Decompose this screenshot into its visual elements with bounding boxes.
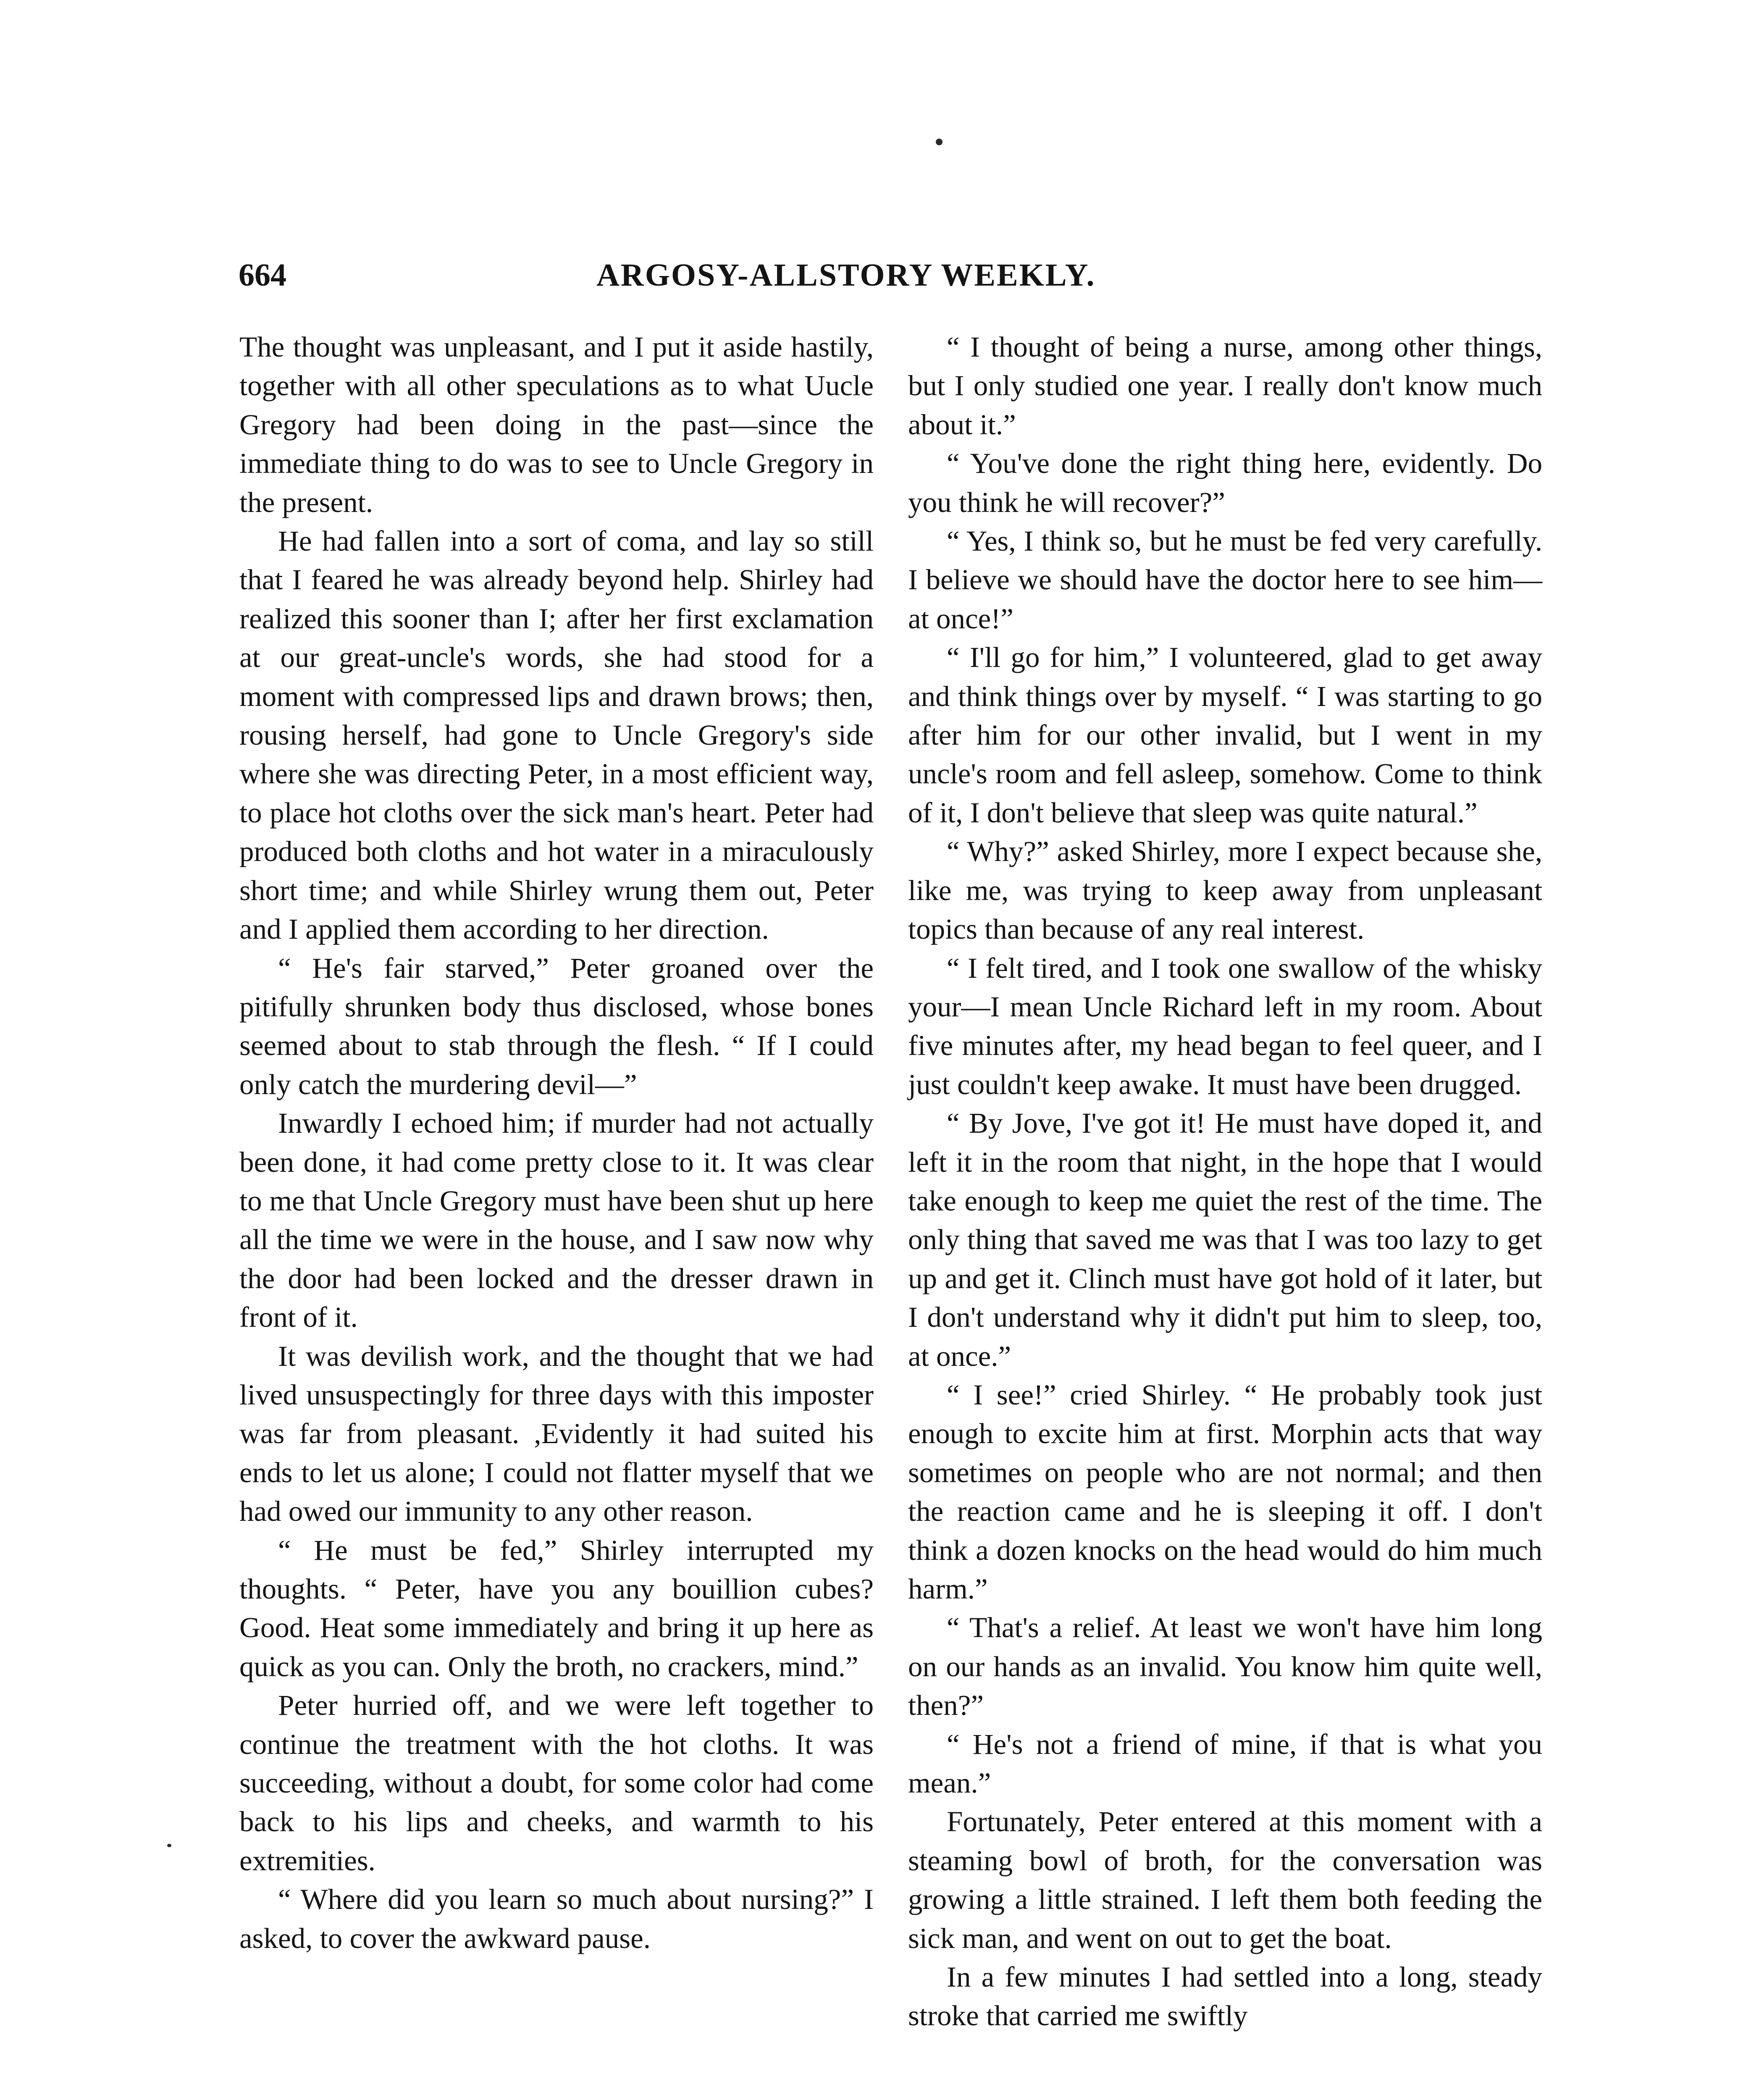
paragraph: He had fallen into a sort of coma, and lay so still that I feared he was already beyond help. Shirley had realized this sooner than I; after her first exclamation at our great-uncle's words, she had stood for a moment with compressed lips and drawn brows; then, rousing herself, had gone to Uncle Gregory's side where she was directing Peter, in a most efficient way, to place hot cloths over the sick man's heart. Peter had produced both cloths and hot water in a miraculously short time; and while Shirley wrung them out, Peter and I applied them according to her direction.	[239, 525, 874, 945]
paragraph: Inwardly I echoed him; if murder had not actually been done, it had come pretty close to it. It was clear to me that Uncle Gregory must have been shut up here all the time we were in the house, and I saw now why the door had been locked and the dresser drawn in front of it.	[239, 1107, 874, 1334]
paragraph: “ He's not a friend of mine, if that is what you mean.”	[908, 1728, 1542, 1799]
paragraph: “ He's fair starved,” Peter groaned over the pitifully shrunken body thus disclosed, whose bones seemed about to stab through the flesh. “ If I could only catch the murdering devil—”	[239, 952, 874, 1100]
right-column	[908, 328, 1542, 2035]
paragraph: “ Yes, I think so, but he must be fed very carefully. I believe we should have the doctor here to see him—at once!”	[908, 525, 1542, 635]
left-column	[239, 328, 874, 1958]
paragraph: The thought was unpleasant, and I put it aside hastily, together with all other speculations as to what Uucle Gregory had been doing in the past—since the immediate thing to do was to see to Uncle Gregory in the present.	[239, 331, 874, 518]
scan-speck	[936, 139, 943, 145]
paragraph: It was devilish work, and the thought that we had lived unsuspectingly for three days with this imposter was far from pleasant. ,Evidently it had suited his ends to let us alone; I could not flatter myself that we had owed our immunity to any other reason.	[239, 1340, 874, 1528]
scan-speck	[167, 1844, 171, 1847]
running-head: ARGOSY-ALLSTORY WEEKLY.	[596, 257, 1096, 293]
paragraph: “ I'll go for him,” I volunteered, glad to get away and think things over by myself. “ I was starting to go after him for our other invalid, but I went in my uncle's room and fell asleep, somehow. Come to think of it, I don't believe that sleep was quite natural.”	[908, 641, 1542, 829]
paragraph: “ That's a relief. At least we won't have him long on our hands as an invalid. You know him quite well, then?”	[908, 1612, 1542, 1722]
paragraph: “ Where did you learn so much about nursing?” I asked, to cover the awkward pause.	[239, 1883, 874, 1954]
paragraph: “ By Jove, I've got it! He must have doped it, and left it in the room that night, in the hope that I would take enough to keep me quiet the rest of the time. The only thing that saved me was that I was too lazy to get up and get it. Clinch must have got hold of it later, but I don't understand why it didn't put him to sleep, too, at once.”	[908, 1107, 1542, 1372]
paragraph: “ He must be fed,” Shirley interrupted my thoughts. “ Peter, have you any bouillion cubes? Good. Heat some immediately and bring it up here as quick as you can. Only the broth, no crackers, mind.”	[239, 1534, 874, 1683]
paragraph: “ Why?” asked Shirley, more I expect because she, like me, was trying to keep away from unpleasant topics than because of any real interest.	[908, 835, 1542, 945]
paragraph: “ I thought of being a nurse, among other things, but I only studied one year. I really don't know much about it.”	[908, 331, 1542, 441]
paragraph: Fortunately, Peter entered at this moment with a steaming bowl of broth, for the conversation was growing a little strained. I left them both feeding the sick man, and went on out to get the boat.	[908, 1806, 1542, 1954]
paragraph: In a few minutes I had settled into a long, steady stroke that carried me swiftly	[908, 1961, 1542, 2032]
paragraph: “ You've done the right thing here, evidently. Do you think he will recover?”	[908, 447, 1542, 518]
paragraph: “ I felt tired, and I took one swallow of the whisky your—I mean Uncle Richard left in my room. About five minutes after, my head began to feel queer, and I just couldn't keep awake. It must have been drugged.	[908, 952, 1542, 1100]
page-number: 664	[239, 257, 286, 293]
paragraph: Peter hurried off, and we were left together to continue the treatment with the hot cloths. It was succeeding, without a doubt, for some color had come back to his lips and cheeks, and warmth to his extremities.	[239, 1689, 874, 1877]
paragraph: “ I see!” cried Shirley. “ He probably took just enough to excite him at first. Morphin acts that way sometimes on people who are not normal; and then the reaction came and he is sleeping it off. I don't think a dozen knocks on the head would do him much harm.”	[908, 1378, 1542, 1605]
